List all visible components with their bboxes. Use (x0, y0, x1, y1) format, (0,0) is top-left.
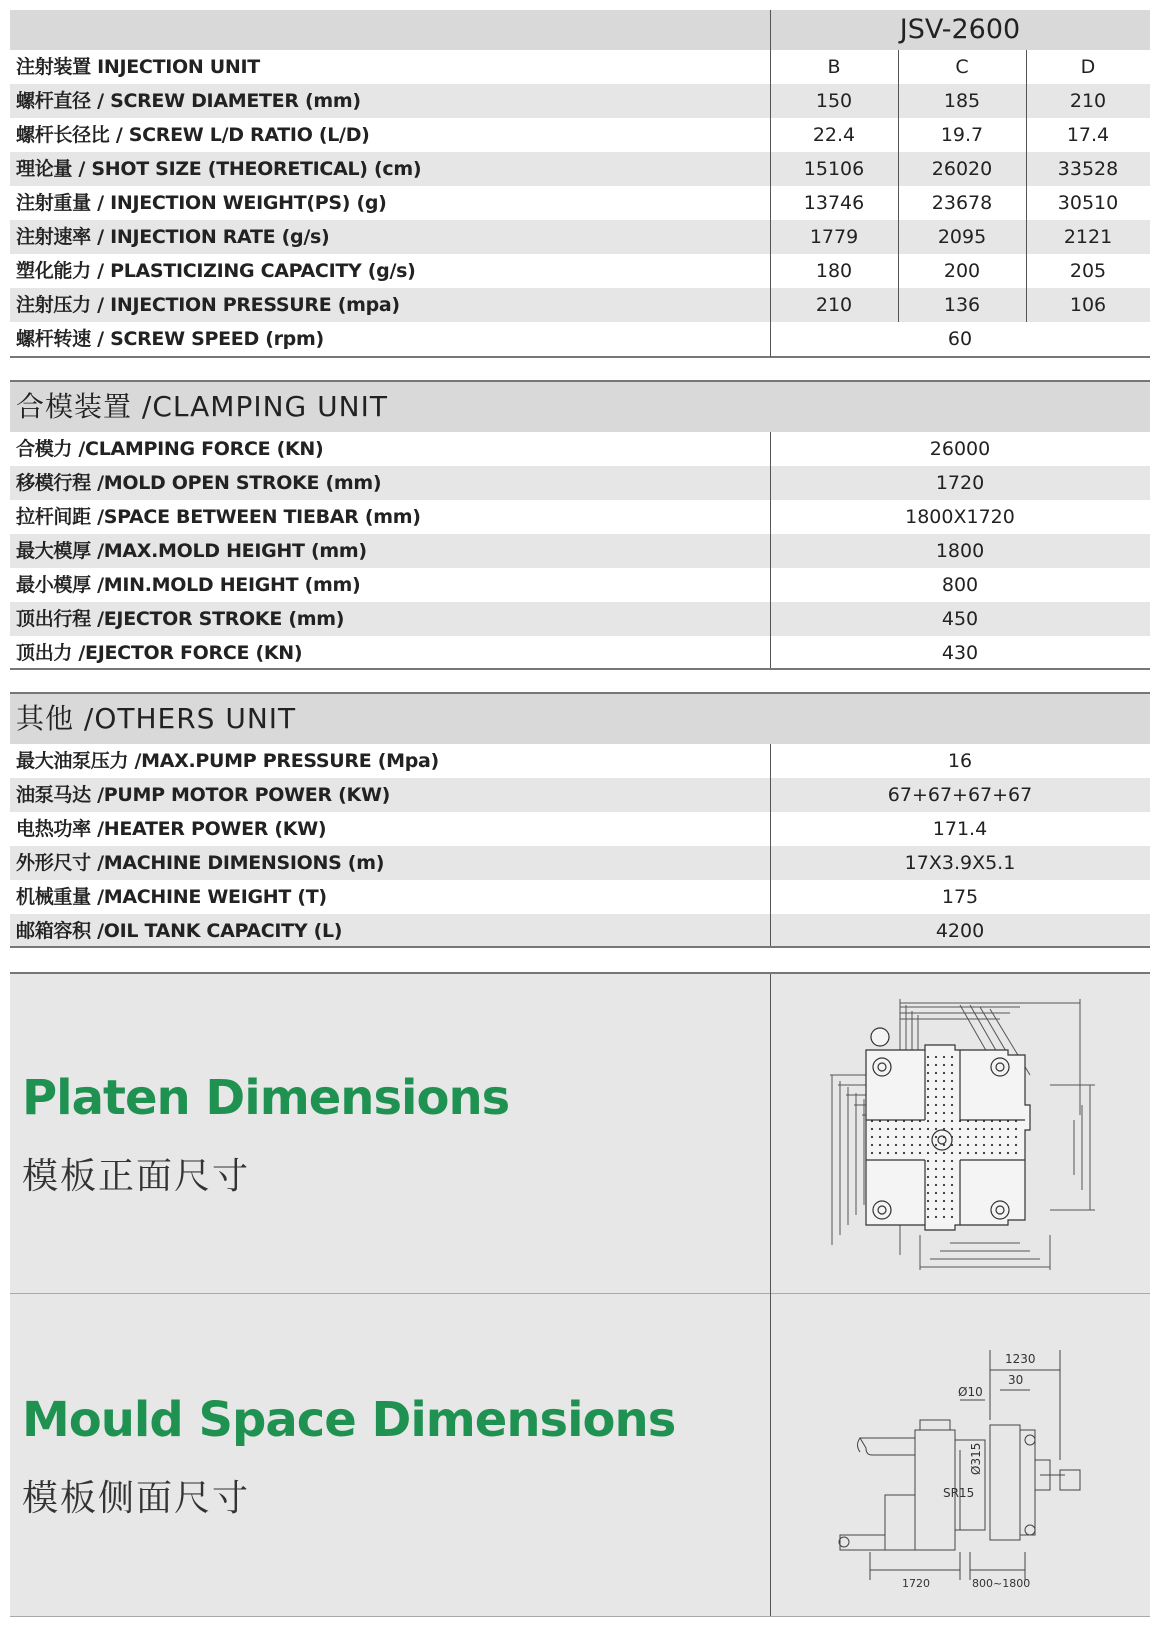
platen-hole (927, 1160, 929, 1162)
platen-hole (943, 1064, 945, 1066)
platen-hole (943, 1152, 945, 1154)
injection-unit-label: 注射装置 INJECTION UNIT (16, 56, 260, 78)
others-spec-row (10, 812, 1150, 846)
platen-hole (975, 1144, 977, 1146)
platen-hole (871, 1152, 873, 1154)
platen-hole (927, 1192, 929, 1194)
row-value: 205 (1069, 260, 1107, 282)
platen-hole (991, 1120, 993, 1122)
row-value: 150 (815, 90, 853, 112)
platen-hole (951, 1056, 953, 1058)
clamping-spec-row (10, 534, 1150, 568)
platen-hole (951, 1176, 953, 1178)
row-value: 4200 (935, 920, 985, 942)
platen-hole (951, 1096, 953, 1098)
platen-hole (975, 1136, 977, 1138)
platen-title: Platen Dimensions (22, 1070, 510, 1126)
platen-hole (927, 1208, 929, 1210)
column-divider (770, 432, 771, 669)
row-label: 电热功率 /HEATER POWER (KW) (16, 818, 327, 840)
platen-hole (943, 1072, 945, 1074)
row-value: 26000 (929, 438, 991, 460)
platen-hole (951, 1112, 953, 1114)
platen-hole (935, 1200, 937, 1202)
platen-hole (967, 1152, 969, 1154)
injection-spec-row (10, 288, 1150, 322)
row-label: 机械重量 /MACHINE WEIGHT (T) (16, 886, 327, 908)
platen-hole (951, 1208, 953, 1210)
platen-hole (935, 1088, 937, 1090)
row-label: 顶出行程 /EJECTOR STROKE (mm) (16, 608, 345, 630)
platen-subtitle: 模板正面尺寸 (22, 1156, 251, 1197)
platen-hole (1007, 1120, 1009, 1122)
platen-hole (951, 1184, 953, 1186)
platen-hole (935, 1152, 937, 1154)
platen-hole (951, 1192, 953, 1194)
platen-hole (903, 1136, 905, 1138)
platen-hole (983, 1128, 985, 1130)
divider (10, 668, 1150, 670)
platen-hole (999, 1136, 1001, 1138)
platen-hole (975, 1128, 977, 1130)
platen-hole (927, 1112, 929, 1114)
platen-hole (1007, 1144, 1009, 1146)
mould-subtitle: 模板侧面尺寸 (22, 1478, 251, 1519)
clamping-spec-row (10, 636, 1150, 670)
row-value: 136 (943, 294, 981, 316)
column-divider (770, 974, 771, 1616)
platen-hole (871, 1128, 873, 1130)
platen-hole (879, 1120, 881, 1122)
mould-dim-1230: 1230 (1005, 1352, 1036, 1366)
row-value: 200 (943, 260, 981, 282)
platen-hole (903, 1120, 905, 1122)
row-value: 800 (941, 574, 979, 596)
platen-hole (943, 1056, 945, 1058)
platen-hole (943, 1216, 945, 1218)
row-value: 19.7 (940, 124, 984, 146)
platen-hole (1015, 1120, 1017, 1122)
platen-hole (975, 1152, 977, 1154)
row-value: 106 (1069, 294, 1107, 316)
divider (10, 1616, 1150, 1617)
platen-hole (951, 1128, 953, 1130)
platen-hole (943, 1128, 945, 1130)
platen-hole (951, 1216, 953, 1218)
row-label: 最大模厚 /MAX.MOLD HEIGHT (mm) (16, 540, 367, 562)
clamping-spec-row (10, 432, 1150, 466)
platen-hole (927, 1184, 929, 1186)
platen-hole (983, 1152, 985, 1154)
row-label: 顶出力 /EJECTOR FORCE (KN) (16, 642, 303, 664)
platen-hole (895, 1120, 897, 1122)
row-label: 外形尺寸 /MACHINE DIMENSIONS (m) (16, 852, 385, 874)
platen-hole (951, 1104, 953, 1106)
row-value: 33528 (1057, 158, 1119, 180)
platen-hole (895, 1152, 897, 1154)
platen-hole (927, 1072, 929, 1074)
platen-hole (871, 1144, 873, 1146)
platen-hole (927, 1096, 929, 1098)
platen-hole (919, 1128, 921, 1130)
platen-hole (895, 1128, 897, 1130)
platen-hole (879, 1136, 881, 1138)
platen-hole (911, 1152, 913, 1154)
mould-dim-phi10: Ø10 (958, 1385, 983, 1399)
platen-hole (927, 1152, 929, 1154)
platen-hole (903, 1152, 905, 1154)
platen-hole (999, 1120, 1001, 1122)
platen-hole (1007, 1128, 1009, 1130)
others-spec-row (10, 846, 1150, 880)
platen-hole (887, 1152, 889, 1154)
platen-hole (983, 1136, 985, 1138)
platen-hole (935, 1144, 937, 1146)
row-label: 注射重量 / INJECTION WEIGHT(PS) (g) (16, 192, 387, 214)
platen-hole (967, 1144, 969, 1146)
platen-hole (927, 1176, 929, 1178)
platen-hole (895, 1136, 897, 1138)
platen-hole (927, 1064, 929, 1066)
platen-hole (991, 1144, 993, 1146)
platen-hole (943, 1208, 945, 1210)
platen-hole (871, 1120, 873, 1122)
column-d: D (1080, 56, 1096, 78)
platen-hole (1007, 1152, 1009, 1154)
injection-spec-row (10, 118, 1150, 152)
platen-hole (967, 1120, 969, 1122)
platen-hole (935, 1208, 937, 1210)
platen-hole (943, 1176, 945, 1178)
mould-dim-sr15: SR15 (943, 1486, 975, 1500)
row-value: 171.4 (932, 818, 988, 840)
platen-hole (943, 1168, 945, 1170)
row-value: 13746 (803, 192, 865, 214)
platen-hole (935, 1216, 937, 1218)
platen-hole (935, 1128, 937, 1130)
clamping-spec-row (10, 568, 1150, 602)
platen-hole (927, 1168, 929, 1170)
platen-hole (943, 1088, 945, 1090)
platen-hole (943, 1080, 945, 1082)
platen-hole (999, 1144, 1001, 1146)
row-value: 2095 (937, 226, 987, 248)
platen-hole (943, 1200, 945, 1202)
platen-hole (935, 1120, 937, 1122)
row-value: 180 (815, 260, 853, 282)
row-value: 26020 (931, 158, 993, 180)
injection-spec-row (10, 152, 1150, 186)
row-value: 23678 (931, 192, 993, 214)
platen-hole (935, 1176, 937, 1178)
row-value: 67+67+67+67 (887, 784, 1033, 806)
platen-hole (951, 1072, 953, 1074)
divider (10, 946, 1150, 948)
column-divider (770, 10, 771, 357)
platen-hole (911, 1128, 913, 1130)
row-label: 螺杆直径 / SCREW DIAMETER (mm) (16, 90, 361, 112)
platen-hole (935, 1136, 937, 1138)
injection-spec-row (10, 84, 1150, 118)
platen-hole (903, 1144, 905, 1146)
platen-hole (927, 1144, 929, 1146)
row-label: 螺杆长径比 / SCREW L/D RATIO (L/D) (16, 124, 370, 146)
platen-hole (959, 1152, 961, 1154)
platen-hole (927, 1080, 929, 1082)
platen-hole (927, 1088, 929, 1090)
platen-hole (1015, 1128, 1017, 1130)
row-label: 合模力 /CLAMPING FORCE (KN) (16, 438, 324, 460)
platen-hole (935, 1072, 937, 1074)
row-value: 60 (947, 328, 973, 350)
others-spec-row (10, 914, 1150, 948)
platen-hole (919, 1120, 921, 1122)
platen-hole (959, 1136, 961, 1138)
row-value: 30510 (1057, 192, 1119, 214)
screw-speed-row (10, 322, 1150, 356)
platen-hole (927, 1216, 929, 1218)
platen-hole (943, 1160, 945, 1162)
mould-dim-30: 30 (1008, 1373, 1024, 1387)
platen-hole (951, 1088, 953, 1090)
platen-hole (943, 1136, 945, 1138)
clamping-spec-row (10, 466, 1150, 500)
row-value: 430 (941, 642, 979, 664)
platen-hole (959, 1144, 961, 1146)
platen-hole (935, 1096, 937, 1098)
clamping-section-header (10, 382, 1150, 432)
mould-dim-800-1800: 800~1800 (972, 1577, 1031, 1590)
platen-hole (951, 1080, 953, 1082)
column-c: C (955, 56, 969, 78)
platen-hole (927, 1056, 929, 1058)
column-b: B (827, 56, 841, 78)
platen-hole (943, 1192, 945, 1194)
row-value: 185 (943, 90, 981, 112)
platen-hole (935, 1104, 937, 1106)
mould-title: Mould Space Dimensions (22, 1392, 676, 1448)
section-title: 其他 /OTHERS UNIT (16, 702, 297, 735)
platen-hole (935, 1080, 937, 1082)
row-label: 最小模厚 /MIN.MOLD HEIGHT (mm) (16, 574, 361, 596)
row-label: 螺杆转速 / SCREW SPEED (rpm) (16, 328, 324, 350)
platen-hole (951, 1152, 953, 1154)
row-value: 210 (815, 294, 853, 316)
platen-hole (951, 1200, 953, 1202)
platen-hole (991, 1136, 993, 1138)
row-label: 油泵马达 /PUMP MOTOR POWER (KW) (16, 784, 390, 806)
row-value: 210 (1069, 90, 1107, 112)
row-label: 最大油泵压力 /MAX.PUMP PRESSURE (Mpa) (16, 750, 439, 772)
platen-hole (951, 1160, 953, 1162)
injection-spec-row (10, 254, 1150, 288)
row-label: 理论量 / SHOT SIZE (THEORETICAL) (cm) (16, 158, 422, 180)
row-label: 移模行程 /MOLD OPEN STROKE (mm) (16, 472, 382, 494)
row-label: 邮箱容积 /OIL TANK CAPACITY (L) (16, 920, 343, 942)
others-spec-row (10, 880, 1150, 914)
platen-hole (887, 1144, 889, 1146)
row-value: 1720 (935, 472, 985, 494)
mould-dim-1720: 1720 (902, 1577, 930, 1590)
row-label: 注射速率 / INJECTION RATE (g/s) (16, 226, 330, 248)
platen-hole (983, 1144, 985, 1146)
column-divider (770, 744, 771, 948)
platen-hole (927, 1128, 929, 1130)
platen-hole (1015, 1144, 1017, 1146)
platen-hole (943, 1112, 945, 1114)
platen-hole (951, 1064, 953, 1066)
clamping-spec-row (10, 602, 1150, 636)
platen-hole (999, 1128, 1001, 1130)
platen-hole (935, 1064, 937, 1066)
platen-hole (1015, 1136, 1017, 1138)
row-value: 1800 (935, 540, 985, 562)
platen-hole (951, 1168, 953, 1170)
platen-hole (935, 1192, 937, 1194)
platen-hole (927, 1136, 929, 1138)
platen-drawing (820, 995, 1100, 1270)
platen-hole (975, 1120, 977, 1122)
platen-hole (919, 1144, 921, 1146)
platen-hole (935, 1168, 937, 1170)
row-value: 1779 (809, 226, 859, 248)
platen-hole (879, 1152, 881, 1154)
platen-hole (959, 1120, 961, 1122)
platen-hole (927, 1200, 929, 1202)
platen-hole (927, 1120, 929, 1122)
platen-hole (919, 1152, 921, 1154)
model-header (10, 10, 1150, 50)
platen-hole (991, 1128, 993, 1130)
platen-hole (943, 1144, 945, 1146)
injection-spec-row (10, 220, 1150, 254)
platen-hole (943, 1120, 945, 1122)
platen-hole (919, 1136, 921, 1138)
column-divider (1026, 50, 1027, 322)
mould-dim-phi315: Ø315 (969, 1442, 983, 1475)
row-value: 16 (947, 750, 973, 772)
model-name: JSV-2600 (899, 14, 1021, 45)
platen-hole (911, 1144, 913, 1146)
row-label: 注射压力 / INJECTION PRESSURE (mpa) (16, 294, 400, 316)
platen-hole (935, 1056, 937, 1058)
column-divider (898, 50, 899, 322)
platen-hole (911, 1136, 913, 1138)
platen-hole (935, 1112, 937, 1114)
row-value: 450 (941, 608, 979, 630)
platen-hole (967, 1136, 969, 1138)
row-value: 2121 (1063, 226, 1113, 248)
platen-hole (887, 1120, 889, 1122)
row-value: 175 (941, 886, 979, 908)
platen-hole (935, 1160, 937, 1162)
row-value: 22.4 (812, 124, 856, 146)
row-value: 1800X1720 (905, 506, 1015, 528)
platen-hole (951, 1144, 953, 1146)
clamping-spec-row (10, 500, 1150, 534)
platen-hole (951, 1136, 953, 1138)
platen-hole (1007, 1136, 1009, 1138)
others-spec-row (10, 744, 1150, 778)
platen-hole (967, 1128, 969, 1130)
platen-hole (887, 1136, 889, 1138)
platen-hole (879, 1144, 881, 1146)
platen-hole (991, 1152, 993, 1154)
others-section-header (10, 694, 1150, 744)
mould-drawing (830, 1330, 1100, 1590)
platen-hole (943, 1184, 945, 1186)
platen-hole (911, 1120, 913, 1122)
row-label: 塑化能力 / PLASTICIZING CAPACITY (g/s) (16, 260, 416, 282)
platen-hole (887, 1128, 889, 1130)
platen-hole (1015, 1152, 1017, 1154)
row-value: 17.4 (1066, 124, 1110, 146)
row-label: 拉杆间距 /SPACE BETWEEN TIEBAR (mm) (16, 506, 421, 528)
row-value: 17X3.9X5.1 (904, 852, 1016, 874)
platen-hole (927, 1104, 929, 1106)
section-title: 合模装置 /CLAMPING UNIT (16, 390, 388, 423)
platen-hole (903, 1128, 905, 1130)
platen-hole (999, 1152, 1001, 1154)
platen-hole (879, 1128, 881, 1130)
platen-hole (935, 1184, 937, 1186)
platen-hole (951, 1120, 953, 1122)
platen-hole (943, 1104, 945, 1106)
row-value: 15106 (803, 158, 865, 180)
injection-spec-row (10, 186, 1150, 220)
platen-hole (959, 1128, 961, 1130)
others-spec-row (10, 778, 1150, 812)
platen-hole (895, 1144, 897, 1146)
platen-hole (943, 1096, 945, 1098)
platen-hole (871, 1136, 873, 1138)
divider (10, 356, 1150, 358)
platen-hole (983, 1120, 985, 1122)
injection-header-row (10, 50, 1150, 84)
